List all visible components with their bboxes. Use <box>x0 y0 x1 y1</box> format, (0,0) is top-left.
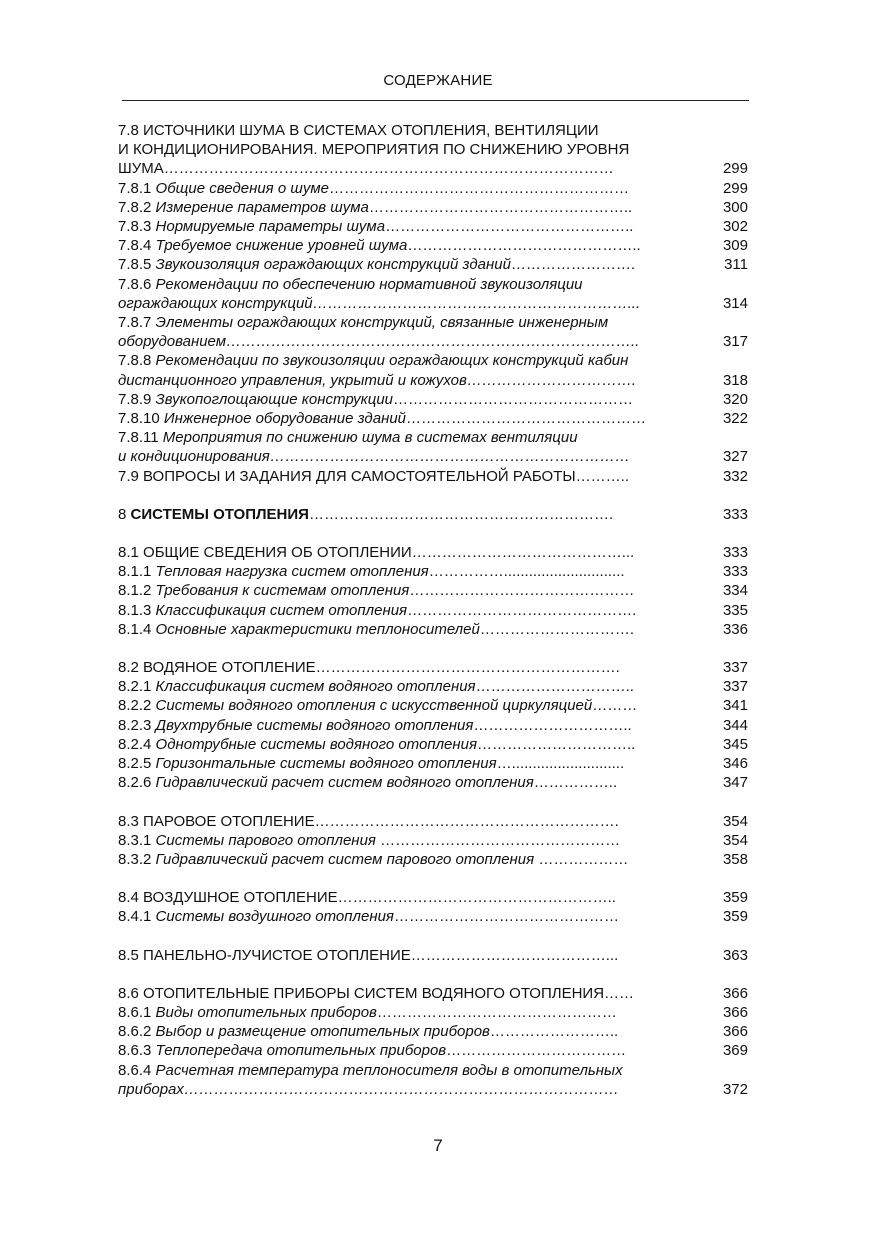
toc-entry-title: ВОЗДУШНОЕ ОТОПЛЕНИЕ <box>143 889 338 907</box>
toc-entry-page: 327 <box>722 448 748 466</box>
toc-entry[interactable] <box>118 850 748 869</box>
toc-entry-number: 8.3.1 <box>118 831 152 849</box>
toc-entry[interactable] <box>118 735 748 754</box>
toc-entry-leader: ……………............................. <box>428 563 625 581</box>
toc-entry-leader: …………………….. <box>489 1023 619 1041</box>
toc-entry-text <box>118 1003 696 1022</box>
toc-entry-text <box>118 390 696 409</box>
toc-entry-number: 8.6.4 <box>118 1061 152 1079</box>
toc-entry-page: 366 <box>722 1023 748 1041</box>
toc-entry-number: 7.8.10 <box>118 410 160 428</box>
toc-entry[interactable] <box>118 198 748 217</box>
toc-entry-leader: ……………………………………… <box>409 582 635 600</box>
toc-entry-page: 300 <box>722 198 748 216</box>
toc-entry[interactable] <box>118 984 748 1003</box>
toc-entry-title: Однотрубные системы водяного отопления <box>155 735 477 753</box>
toc-entry-number: 7.8.11 <box>118 429 159 447</box>
toc-entry-number: 8.1.2 <box>118 582 152 600</box>
toc-entry-title: ПАНЕЛЬНО-ЛУЧИСТОЕ ОТОПЛЕНИЕ <box>143 946 411 964</box>
toc-entry-title-line: и кондиционирования……………………………………………………………… <box>118 448 630 466</box>
toc-entry-number: 8.3 <box>118 812 139 830</box>
toc-entry-leader: …………………………………………….. <box>368 198 633 216</box>
toc-entry-page: 333 <box>722 505 748 523</box>
toc-entry-title-line: ШУМА……………………………………………………………………………… <box>118 160 614 178</box>
toc-entry-number: 8.6.3 <box>118 1042 152 1060</box>
toc-entry-title-line: оборудованием……………………………………………………………………….. <box>118 333 640 351</box>
toc-entry-title: Основные характеристики теплоносителей <box>155 620 480 638</box>
toc-entry[interactable] <box>118 946 748 965</box>
toc-entry-leader: ……………………. <box>510 256 636 274</box>
toc-entry-leader: ……………………………………… <box>393 908 619 926</box>
toc-entry-page: 334 <box>722 582 748 600</box>
toc-entry-number: 8.2.4 <box>118 735 152 753</box>
toc-entry-leader: ……………………………………….. <box>407 237 641 255</box>
toc-entry-title-line: Элементы ограждающих конструкций, связанные инженерным <box>155 314 609 332</box>
toc-entry[interactable] <box>118 1022 748 1041</box>
toc-entry-title: Инженерное оборудование зданий <box>163 410 407 428</box>
toc-entry-number: 8.4 <box>118 889 139 907</box>
toc-entry-page: 366 <box>722 984 748 1002</box>
toc-entry-title: Требуемое снижение уровней шума <box>155 237 408 255</box>
header-divider <box>122 100 749 101</box>
toc-entry-text <box>118 946 696 965</box>
toc-entry-text <box>118 581 696 600</box>
toc-entry-leader: ………………………………………… <box>393 390 634 408</box>
toc-entry-title: Двухтрубные системы водяного отопления <box>155 716 474 734</box>
toc-entry-number: 8.2.6 <box>118 774 152 792</box>
toc-entry-title: Виды отопительных приборов <box>155 1003 377 1021</box>
toc-entry-text <box>118 198 696 217</box>
toc-entry-page: 320 <box>722 390 748 408</box>
toc-entry-number: 8.3.2 <box>118 850 152 868</box>
toc-entry-title: Гидравлический расчет систем парового отопления <box>155 850 535 868</box>
toc-entry-text <box>118 1022 696 1041</box>
toc-entry[interactable] <box>118 831 748 850</box>
toc-entry[interactable] <box>118 236 748 255</box>
toc-entry-number: 8.1.4 <box>118 620 152 638</box>
toc-entry-leader: ……… <box>592 697 638 715</box>
page-header: СОДЕРЖАНИЕ <box>383 72 493 89</box>
toc-entry[interactable] <box>118 409 748 428</box>
toc-entry-page: 363 <box>722 946 748 964</box>
toc-entry-text <box>118 179 696 198</box>
toc-entry-title-line: Рекомендации по звукоизоляции ограждающих конструкций кабин <box>155 352 629 370</box>
toc-entry-number: 8.2.3 <box>118 716 152 734</box>
toc-entry-text <box>118 754 696 773</box>
toc-entry-text <box>118 409 696 428</box>
toc-entry-number: 7.8.2 <box>118 198 152 216</box>
toc-entry-text <box>118 236 696 255</box>
toc-entry[interactable] <box>118 754 748 773</box>
toc-entry-title: Измерение параметров шума <box>155 198 369 216</box>
toc-entry[interactable] <box>118 601 748 620</box>
toc-entry-number: 8.1 <box>118 544 139 562</box>
toc-entry-text <box>118 677 696 696</box>
toc-entry[interactable] <box>118 716 748 735</box>
toc-entry-page: 322 <box>722 410 748 428</box>
toc-entry-title: Классификация систем отопления <box>155 601 408 619</box>
toc-entry-number: 7.8.7 <box>118 314 152 332</box>
toc-entry-text <box>118 620 696 639</box>
toc-entry-title-line: Мероприятия по снижению шума в системах вентиляции <box>162 429 578 447</box>
toc-entry-text <box>118 467 696 486</box>
toc-entry-page: 309 <box>722 237 748 255</box>
toc-entry-page: 358 <box>722 850 748 868</box>
toc-entry-text <box>118 850 696 869</box>
toc-entry-leader: ……….. <box>575 467 630 485</box>
toc-entry-title-line: Рекомендации по обеспечению нормативной звукоизоляции <box>155 275 583 293</box>
toc-entry-page: 333 <box>722 563 748 581</box>
toc-entry-page: 299 <box>722 179 748 197</box>
toc-entry-number: 7.8.9 <box>118 390 152 408</box>
toc-entry-title: Гидравлический расчет систем водяного отопления <box>155 774 534 792</box>
toc-entry-text <box>118 716 696 735</box>
toc-entry-number: 8.4.1 <box>118 908 152 926</box>
toc-entry-title: Тепловая нагрузка систем отопления <box>155 563 429 581</box>
toc-entry-page: 344 <box>722 716 748 734</box>
toc-entry[interactable] <box>118 773 748 792</box>
toc-entry-text <box>118 773 696 792</box>
toc-entry[interactable] <box>118 543 748 562</box>
table-of-contents <box>118 121 748 1099</box>
toc-entry-text <box>118 658 696 677</box>
toc-entry-page: 337 <box>722 659 748 677</box>
toc-entry[interactable] <box>118 275 748 313</box>
toc-entry-page: 354 <box>722 831 748 849</box>
toc-entry[interactable] <box>118 562 748 581</box>
toc-entry-page: 346 <box>722 755 748 773</box>
toc-entry-title: Горизонтальные системы водяного отопления <box>155 755 497 773</box>
toc-entry-leader: …........................... <box>496 755 625 773</box>
toc-entry[interactable] <box>118 677 748 696</box>
toc-entry[interactable] <box>118 1003 748 1022</box>
toc-entry-number: 7.9 <box>118 467 139 485</box>
toc-entry[interactable] <box>118 888 748 907</box>
toc-entry-title-line: дистанционного управления, укрытий и кожухов……………………………. <box>118 371 636 389</box>
toc-entry[interactable] <box>118 1061 748 1099</box>
toc-entry-text <box>118 543 696 562</box>
toc-entry-leader: ……………… <box>534 850 629 868</box>
toc-entry-page: 336 <box>722 620 748 638</box>
toc-entry-page: 302 <box>722 218 748 236</box>
toc-entry-leader: ………………………….. <box>477 735 636 753</box>
toc-entry-page: 366 <box>722 1003 748 1021</box>
toc-entry-title: ВОДЯНОЕ ОТОПЛЕНИЕ <box>143 659 316 677</box>
toc-entry-text <box>118 601 696 620</box>
toc-entry-text <box>118 313 696 351</box>
toc-entry-page: 369 <box>722 1042 748 1060</box>
toc-entry-text <box>118 351 696 389</box>
toc-entry[interactable] <box>118 581 748 600</box>
toc-entry-text <box>118 562 696 581</box>
toc-entry-leader: ……………………………………... <box>411 544 635 562</box>
toc-entry[interactable] <box>118 696 748 715</box>
toc-entry-number: 8.1.1 <box>118 563 152 581</box>
toc-entry-title: ОТОПИТЕЛЬНЫЕ ПРИБОРЫ СИСТЕМ ВОДЯНОГО ОТОПЛЕНИЯ <box>143 984 605 1002</box>
toc-entry-page: 332 <box>722 467 748 485</box>
toc-entry-title-line: Расчетная температура теплоносителя воды в отопительных <box>155 1061 623 1079</box>
toc-entry-number: 8.1.3 <box>118 601 152 619</box>
toc-entry-text <box>118 428 696 466</box>
toc-entry-number: 8.6 <box>118 984 139 1002</box>
toc-entry-title: Системы парового отопления <box>155 831 376 849</box>
toc-entry-leader: ……………………………… <box>446 1042 627 1060</box>
toc-entry-text <box>118 696 696 715</box>
toc-entry-leader: ……………………………………………….. <box>337 889 616 907</box>
toc-entry-title: Звукоизоляция ограждающих конструкций зданий <box>155 256 511 274</box>
toc-entry-page: 333 <box>722 544 748 562</box>
toc-entry[interactable] <box>118 620 748 639</box>
toc-entry-leader: ………………………………………… <box>406 410 647 428</box>
toc-entry[interactable] <box>118 428 748 466</box>
toc-entry-leader: ……………………………………………………. <box>308 505 614 523</box>
toc-entry-leader: ………………………………………….. <box>385 218 634 236</box>
toc-entry-number: 7.8.3 <box>118 218 152 236</box>
toc-entry-page: 318 <box>722 371 748 389</box>
toc-entry-number: 8.5 <box>118 946 139 964</box>
toc-entry-page: 345 <box>722 735 748 753</box>
toc-entry-leader: ………………………….. <box>475 678 634 696</box>
toc-entry-text <box>118 255 696 274</box>
toc-entry[interactable] <box>118 505 748 524</box>
toc-entry-leader: ……………………………………………………. <box>314 812 619 830</box>
toc-entry-page: 335 <box>722 601 748 619</box>
toc-entry-page: 354 <box>722 812 748 830</box>
toc-entry[interactable] <box>118 1041 748 1060</box>
toc-entry-leader: ………………………………………. <box>407 601 637 619</box>
toc-entry-leader: ………………………………………… <box>375 831 621 849</box>
toc-entry[interactable] <box>118 121 748 179</box>
toc-entry-number: 8.2.5 <box>118 755 152 773</box>
toc-entry-text <box>118 121 696 179</box>
toc-entry-leader: …………………………. <box>479 620 634 638</box>
toc-entry-number: 7.8.8 <box>118 352 152 370</box>
toc-entry-title: Классификация систем водяного отопления <box>155 678 476 696</box>
toc-entry-leader: ………………………………………… <box>376 1003 617 1021</box>
toc-entry-text <box>118 888 696 907</box>
toc-entry-text <box>118 275 696 313</box>
toc-entry-number: 7.8.1 <box>118 179 152 197</box>
toc-entry-title: Выбор и размещение отопительных приборов <box>155 1023 490 1041</box>
toc-entry-leader: …………….. <box>533 774 618 792</box>
toc-entry[interactable] <box>118 658 748 677</box>
toc-entry-title-line: ИСТОЧНИКИ ШУМА В СИСТЕМАХ ОТОПЛЕНИЯ, ВЕНТИЛЯЦИИ <box>143 122 599 139</box>
toc-entry-page: 359 <box>722 908 748 926</box>
toc-entry-number: 7.8.5 <box>118 256 152 274</box>
toc-entry[interactable] <box>118 255 748 274</box>
toc-entry-page: 359 <box>722 889 748 907</box>
toc-entry[interactable] <box>118 217 748 236</box>
toc-entry-page: 347 <box>722 774 748 792</box>
toc-entry-title-line: ограждающих конструкций………………………………………………………... <box>118 294 641 312</box>
toc-entry-title: ПАРОВОЕ ОТОПЛЕНИЕ <box>143 812 315 830</box>
toc-entry[interactable] <box>118 467 748 486</box>
toc-entry-title: Звукопоглощающие конструкции <box>155 390 394 408</box>
toc-entry-leader: …………………………………………………… <box>328 179 629 197</box>
page-number: 7 <box>433 1136 443 1155</box>
toc-entry-page: 341 <box>722 697 748 715</box>
toc-entry-text <box>118 984 696 1003</box>
toc-entry-page: 311 <box>724 256 748 274</box>
toc-entry-title: Системы водяного отопления с искусственной циркуляцией <box>155 697 593 715</box>
toc-entry-number: 8.2 <box>118 659 139 677</box>
toc-entry-number: 8 <box>118 505 127 523</box>
toc-entry-title: ВОПРОСЫ И ЗАДАНИЯ ДЛЯ САМОСТОЯТЕЛЬНОЙ РАБОТЫ <box>143 467 576 485</box>
toc-entry-text <box>118 735 696 754</box>
toc-entry-title: СИСТЕМЫ ОТОПЛЕНИЯ <box>130 505 309 523</box>
toc-entry-text <box>118 217 696 236</box>
toc-entry-page: 337 <box>722 678 748 696</box>
toc-entry-number: 8.2.1 <box>118 678 152 696</box>
toc-entry-title-line: И КОНДИЦИОНИРОВАНИЯ. МЕРОПРИЯТИЯ ПО СНИЖЕНИЮ УРОВНЯ <box>118 141 630 159</box>
toc-entry-page: 314 <box>722 294 748 312</box>
toc-entry[interactable] <box>118 313 748 351</box>
toc-entry[interactable] <box>118 179 748 198</box>
toc-entry-leader: ………………………….. <box>473 716 632 734</box>
toc-entry-text <box>118 1041 696 1060</box>
toc-entry-leader: …… <box>604 984 635 1002</box>
toc-entry-title: Нормируемые параметры шума <box>155 218 386 236</box>
toc-entry-text <box>118 505 696 524</box>
toc-entry[interactable] <box>118 812 748 831</box>
toc-entry-number: 8.6.1 <box>118 1003 152 1021</box>
toc-entry-text <box>118 907 696 926</box>
toc-entry-number: 7.8 <box>118 122 139 139</box>
toc-entry-leader: ……………………………………………………. <box>315 659 620 677</box>
toc-entry-number: 7.8.4 <box>118 237 152 255</box>
toc-entry-number: 7.8.6 <box>118 275 152 293</box>
toc-entry-page: 317 <box>722 333 748 351</box>
toc-entry-text <box>118 831 696 850</box>
toc-entry-title: Требования к системам отопления <box>155 582 410 600</box>
toc-entry-title: ОБЩИЕ СВЕДЕНИЯ ОБ ОТОПЛЕНИИ <box>143 544 412 562</box>
toc-entry-title: Теплопередача отопительных приборов <box>155 1042 447 1060</box>
toc-entry-title: Общие сведения о шуме <box>155 179 329 197</box>
toc-entry-number: 8.2.2 <box>118 697 152 715</box>
toc-entry[interactable] <box>118 390 748 409</box>
toc-entry-title: Системы воздушного отопления <box>155 908 394 926</box>
toc-entry-page: 372 <box>722 1080 748 1098</box>
toc-entry-title-line: приборах…………………………………………………………………………… <box>118 1080 619 1098</box>
toc-entry-text <box>118 1061 696 1099</box>
toc-entry-leader: …………………………………... <box>410 946 619 964</box>
toc-entry[interactable] <box>118 351 748 389</box>
toc-entry[interactable] <box>118 907 748 926</box>
toc-entry-page: 299 <box>722 160 748 178</box>
toc-entry-text <box>118 812 696 831</box>
toc-entry-number: 8.6.2 <box>118 1023 152 1041</box>
